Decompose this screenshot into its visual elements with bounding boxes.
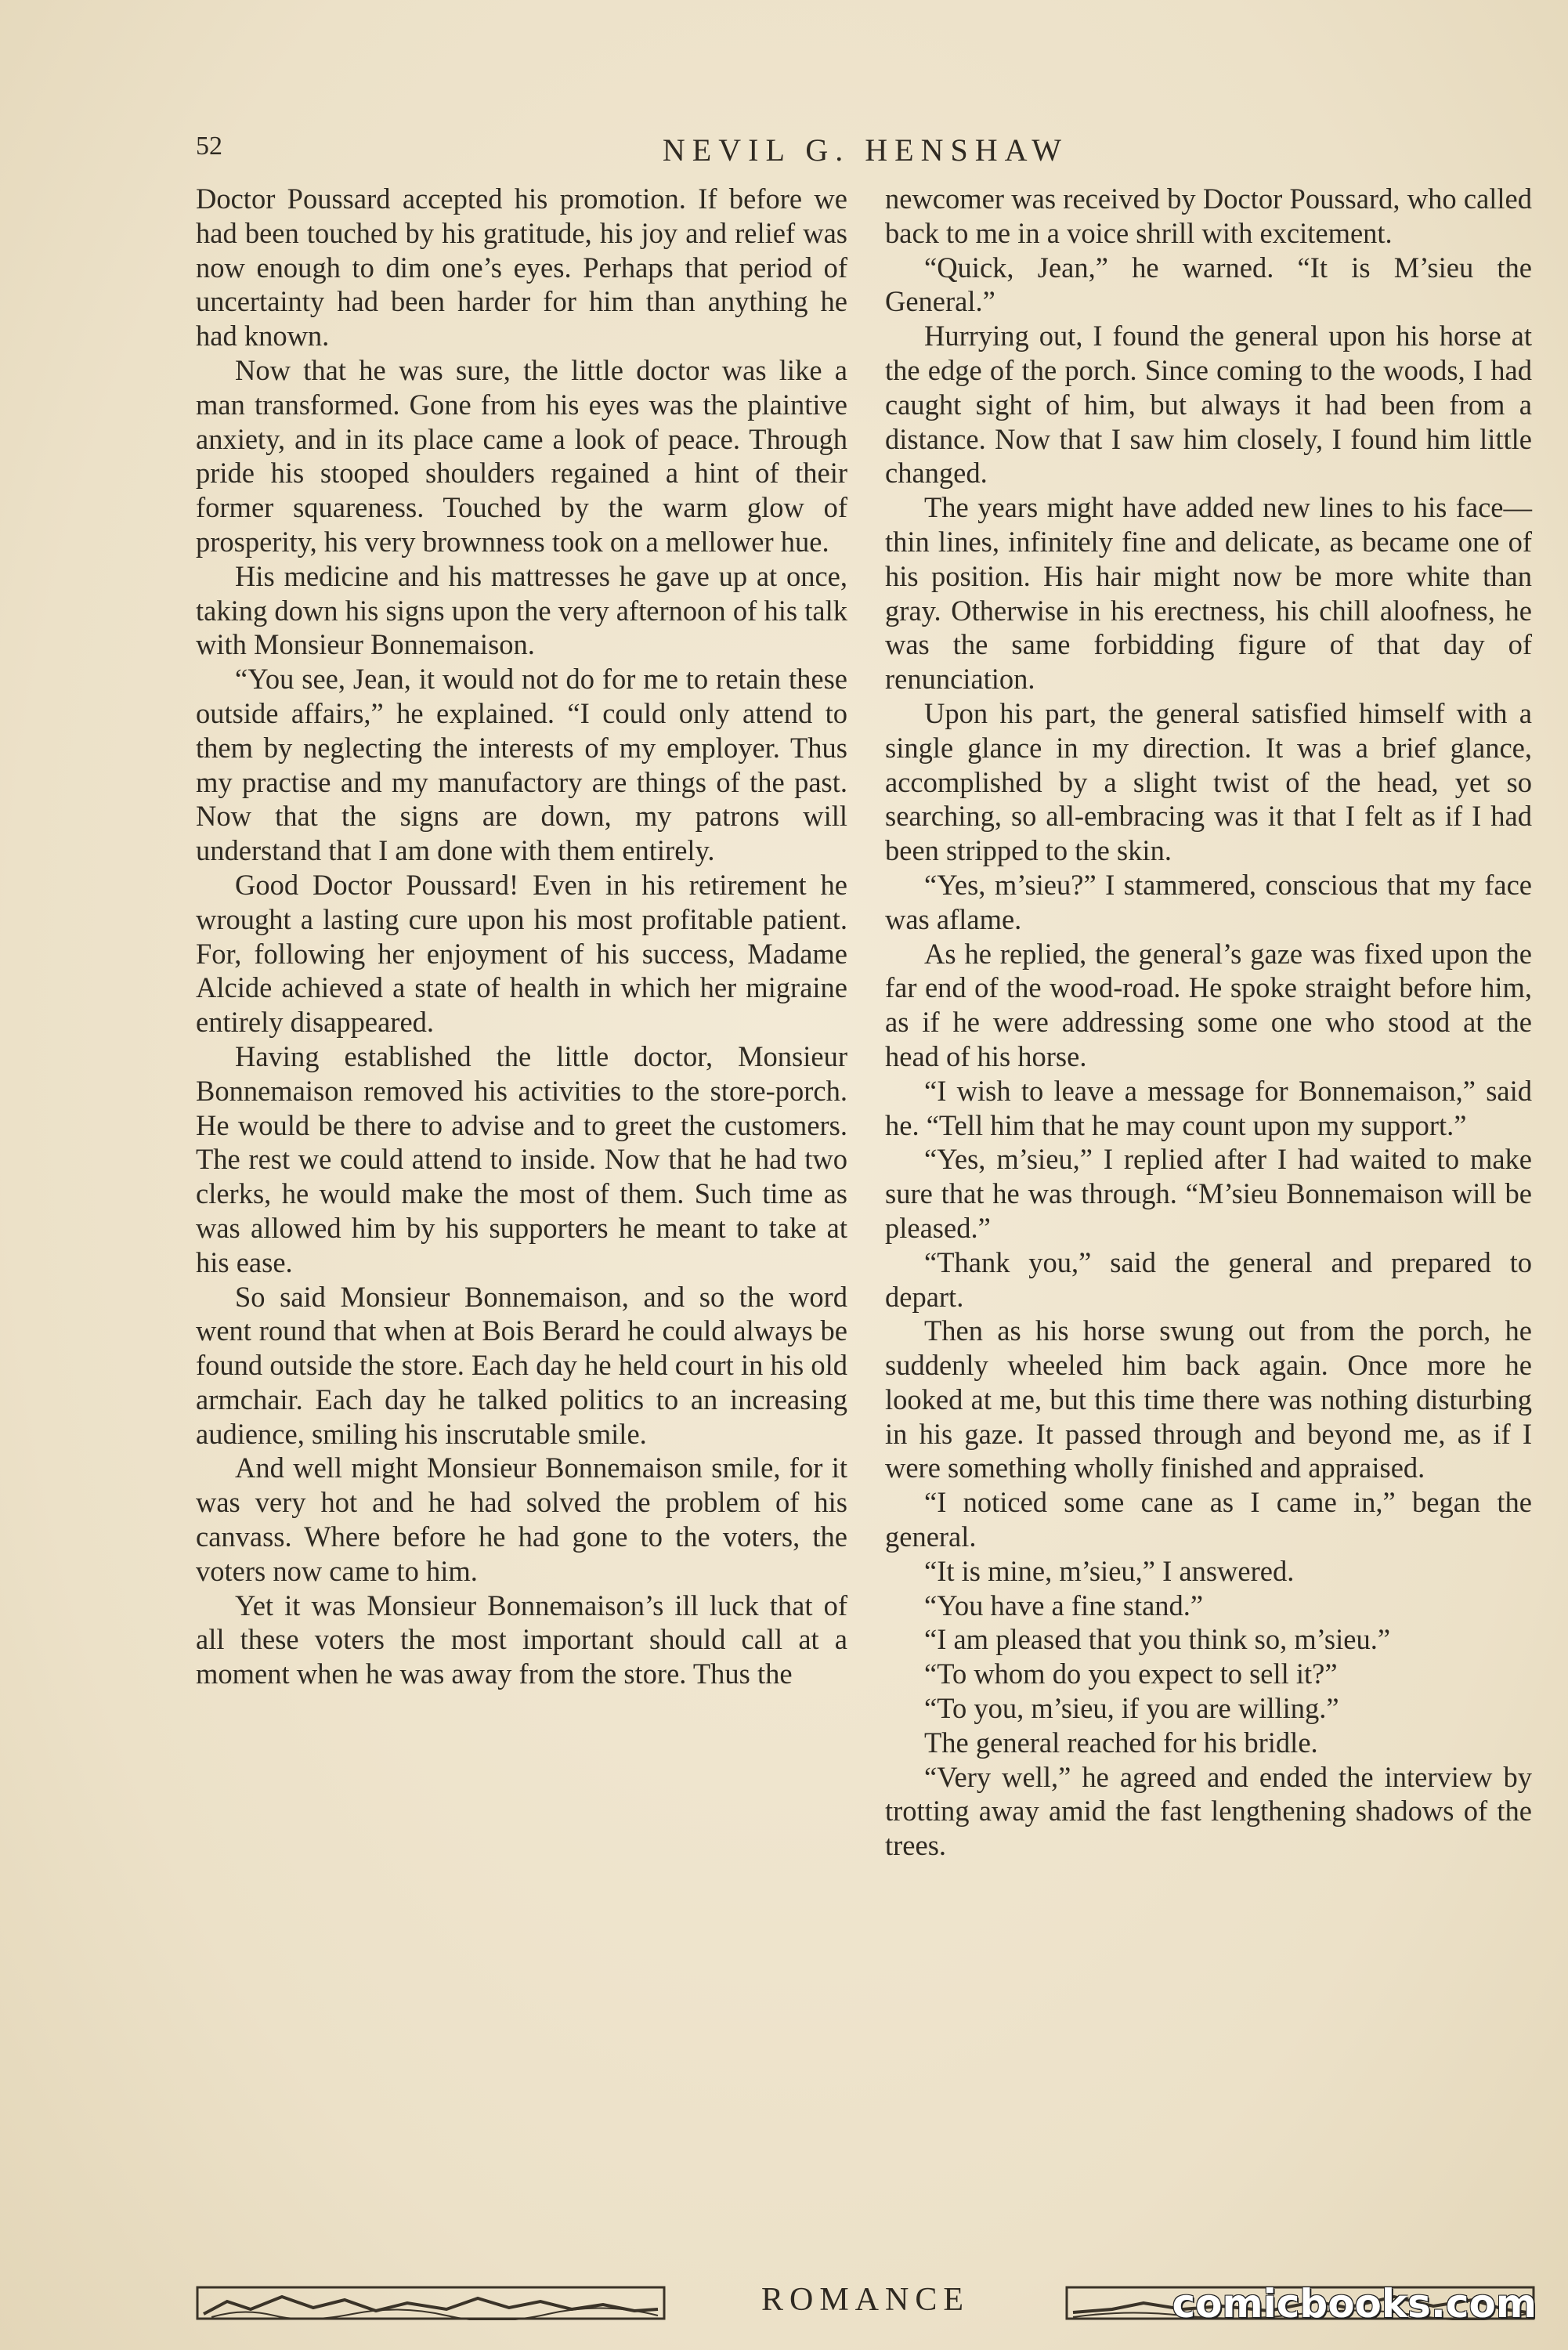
page-header	[196, 132, 1535, 171]
right-text-column	[885, 182, 1532, 1863]
paragraph: “Quick, Jean,” he warned. “It is M’sieu the General.”	[885, 251, 1532, 318]
running-head: NEVIL G. HENSHAW	[662, 132, 1069, 168]
paragraph: And well might Monsieur Bonnemaison smile, for it was very hot and he had solved the problem of his canvass. Where before he had gone to the voters, the voters now came to him.	[196, 1452, 847, 1587]
paragraph: The years might have added new lines to his face—thin lines, infinitely fine and delicate, as became one of his position. His hair might now be more white than gray. Otherwise in his erectness, his chill aloofness, he was the same forbidding figure of that day of renunciation.	[885, 491, 1532, 696]
paragraph: Good Doctor Poussard! Even in his retirement he wrought a lasting cure upon his most profitable patient. For, following her enjoyment of his success, Madame Alcide achieved a state of health in which her migraine entirely disappeared.	[196, 868, 847, 1039]
watermark: comicbooks.com	[1172, 2281, 1537, 2326]
paragraph: “Yes, m’sieu,” I replied after I had waited to make sure that he was through. “M’sieu Bonnemaison will be pleased.”	[885, 1143, 1532, 1244]
paragraph: Then as his horse swung out from the porch, he suddenly wheeled him back again. Once more he looked at me, but this time there was nothing disturbing in his gaze. It passed through and beyond me, as if I were something wholly finished and appraised.	[885, 1314, 1532, 1484]
paragraph: “I wish to leave a message for Bonnemaison,” said he. “Tell him that he may count upon my support.”	[885, 1074, 1532, 1141]
paragraph: “You see, Jean, it would not do for me to retain these outside affairs,” he explained. “I could only attend to them by neglecting the interests of my employer. Thus my practise and my manufactory are things of the past. Now that the signs are down, my patrons will understand that I am done with them entirely.	[196, 663, 847, 867]
paragraph: newcomer was received by Doctor Poussard, who called back to me in a voice shrill with excitement.	[885, 183, 1532, 249]
paragraph: As he replied, the general’s gaze was fixed upon the far end of the wood-road. He spoke straight before him, as if he were addressing some one who stood at the head of his horse.	[885, 937, 1532, 1072]
paragraph: “You have a fine stand.”	[924, 1589, 1204, 1622]
paragraph: “Thank you,” said the general and prepared to depart.	[885, 1246, 1532, 1313]
paragraph: “Yes, m’sieu?” I stammered, conscious that my face was aflame.	[885, 868, 1532, 935]
footer-title: ROMANCE	[761, 2282, 970, 2318]
paragraph: “It is mine, m’sieu,” I answered.	[924, 1554, 1295, 1587]
paragraph: “To whom do you expect to sell it?”	[924, 1658, 1338, 1690]
page-number: 52	[196, 132, 222, 161]
paragraph: Having established the little doctor, Monsieur Bonnemaison removed his activities to the store-porch. He would be there to advise and to greet the customers. The rest we could attend to inside. Now that he had two clerks, he would make the most of them. Such time as was allowed him by his supporters he meant to take at his ease.	[196, 1039, 847, 1278]
paragraph: So said Monsieur Bonnemaison, and so the word went round that when at Bois Berard he could always be found outside the store. Each day he held court in his old armchair. Each day he talked politics to an increasing audience, smiling his inscrutable smile.	[196, 1280, 847, 1450]
paragraph: His medicine and his mattresses he gave up at once, taking down his signs upon the very afternoon of his talk with Monsieur Bonnemaison.	[196, 559, 847, 661]
paragraph: Now that he was sure, the little doctor was like a man transformed. Gone from his eyes was the plaintive anxiety, and in its place came a look of peace. Through pride his stooped shoulders regained a hint of their former squareness. Touched by the warm glow of prosperity, his very brownness took on a mellower hue.	[196, 353, 847, 558]
paragraph: Yet it was Monsieur Bonnemaison’s ill luck that of all these voters the most important should call at a moment when he was away from the store. Thus the	[196, 1589, 847, 1690]
paragraph: “Very well,” he agreed and ended the interview by trotting away amid the fast lengthening shadows of the trees.	[885, 1760, 1532, 1862]
paragraph: The general reached for his bridle.	[924, 1726, 1318, 1759]
paragraph: Hurrying out, I found the general upon his horse at the edge of the porch. Since coming to the woods, I had caught sight of him, but always it had been from a distance. Now that I saw him closely, I found him little changed.	[885, 320, 1532, 490]
left-text-column	[196, 182, 847, 1691]
paragraph: Doctor Poussard accepted his promotion. If before we had been touched by his gratitude, his joy and relief was now enough to dim one’s eyes. Perhaps that period of uncertainty had been harder for him than anything he had known.	[196, 183, 847, 352]
paragraph: “I am pleased that you think so, m’sieu.”	[924, 1623, 1391, 1656]
paragraph: Upon his part, the general satisfied himself with a single glance in my direction. It was a brief glance, accomplished by a slight twist of the head, yet so searching, so all-embracing was it that I felt as if I had been stripped to the skin.	[885, 696, 1532, 867]
paragraph: “I noticed some cane as I came in,” began the general.	[885, 1486, 1532, 1553]
paragraph: “To you, m’sieu, if you are willing.”	[924, 1692, 1339, 1725]
